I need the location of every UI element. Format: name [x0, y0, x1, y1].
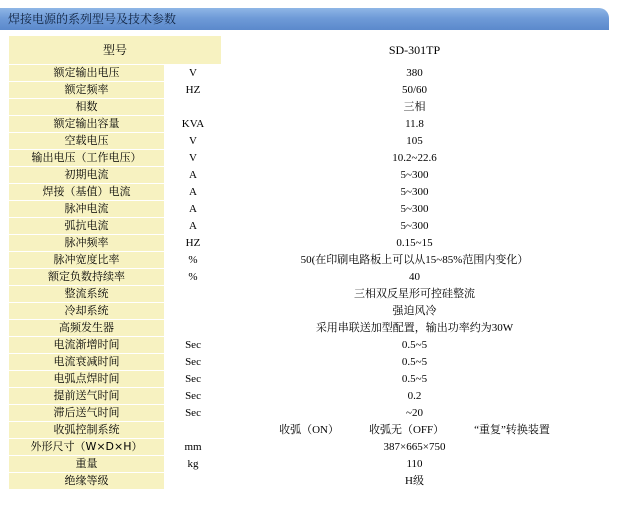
param-unit: kg: [165, 456, 222, 473]
table-row: [9, 269, 608, 286]
table-row: [9, 133, 608, 150]
table-row: [9, 337, 608, 354]
param-label: 冷却系统: [9, 303, 165, 320]
param-unit: HZ: [165, 235, 222, 252]
param-unit: A: [165, 218, 222, 235]
table-row: [9, 167, 608, 184]
table-row-arc-control: [9, 422, 608, 439]
param-value: 5~300: [222, 184, 608, 201]
param-value: 50(在印刷电路板上可以从15~85%范围内变化）: [222, 252, 608, 269]
param-value: 强迫风冷: [222, 303, 608, 320]
param-label: 绝缘等级: [9, 473, 165, 490]
param-value: 三相: [222, 99, 608, 116]
table-row: [9, 456, 608, 473]
param-unit: KVA: [165, 116, 222, 133]
param-value-options: [222, 422, 608, 439]
param-unit: V: [165, 150, 222, 167]
param-value: 三相双反星形可控硅整流: [222, 286, 608, 303]
param-value: 0.5~5: [222, 371, 608, 388]
table-row: [9, 235, 608, 252]
param-value: 0.5~5: [222, 354, 608, 371]
param-label: 提前送气时间: [9, 388, 165, 405]
table-header-row: [9, 36, 608, 65]
param-value: ~20: [222, 405, 608, 422]
table-row: [9, 201, 608, 218]
param-value: 0.2: [222, 388, 608, 405]
param-label: 额定输出电压: [9, 65, 165, 82]
table-row: [9, 286, 608, 303]
table-row: [9, 354, 608, 371]
param-label: 电弧点焊时间: [9, 371, 165, 388]
param-value: 0.5~5: [222, 337, 608, 354]
param-unit: [165, 99, 222, 116]
param-unit: HZ: [165, 82, 222, 99]
param-value: 0.15~15: [222, 235, 608, 252]
param-unit: Sec: [165, 388, 222, 405]
table-row: [9, 320, 608, 337]
param-unit: Sec: [165, 354, 222, 371]
param-label: 收弧控制系统: [9, 422, 165, 439]
table-row: [9, 252, 608, 269]
arc-control-option: 收弧无（OFF）: [368, 424, 445, 436]
param-unit: %: [165, 269, 222, 286]
param-value: 5~300: [222, 167, 608, 184]
param-label: 电流衰减时间: [9, 354, 165, 371]
model-label: 型号: [9, 36, 222, 65]
param-label: 脉冲电流: [9, 201, 165, 218]
param-label: 整流系统: [9, 286, 165, 303]
param-unit: [165, 303, 222, 320]
spec-table: [8, 35, 608, 490]
param-label: 电流渐增时间: [9, 337, 165, 354]
param-unit: V: [165, 65, 222, 82]
arc-control-option: 收弧（ON）: [279, 424, 339, 436]
param-value: 5~300: [222, 201, 608, 218]
section-title: 焊接电源的系列型号及技术参数: [8, 12, 177, 26]
param-unit: [165, 286, 222, 303]
param-label: 滞后送气时间: [9, 405, 165, 422]
table-row: [9, 405, 608, 422]
param-value: 5~300: [222, 218, 608, 235]
param-label: 脉冲宽度比率: [9, 252, 165, 269]
param-unit: Sec: [165, 405, 222, 422]
table-row: [9, 303, 608, 320]
arc-control-option: “重复”转换装置: [474, 424, 550, 436]
param-value: 11.8: [222, 116, 608, 133]
param-value: 50/60: [222, 82, 608, 99]
param-label: 外形尺寸（W×D×H）: [9, 439, 165, 456]
param-unit: mm: [165, 439, 222, 456]
param-value: 387×665×750: [222, 439, 608, 456]
param-value: 采用串联送加型配置，输出功率约为30W: [222, 320, 608, 337]
param-value: 110: [222, 456, 608, 473]
param-label: 弧抗电流: [9, 218, 165, 235]
param-label: 初期电流: [9, 167, 165, 184]
table-row: [9, 116, 608, 133]
param-label: 脉冲频率: [9, 235, 165, 252]
param-value: 10.2~22.6: [222, 150, 608, 167]
param-label: 重量: [9, 456, 165, 473]
param-label: 额定频率: [9, 82, 165, 99]
param-unit: A: [165, 184, 222, 201]
param-unit: [165, 422, 222, 439]
model-value: SD-301TP: [222, 36, 608, 65]
param-label: 输出电压（工作电压）: [9, 150, 165, 167]
table-row: [9, 218, 608, 235]
param-value: H级: [222, 473, 608, 490]
param-unit: [165, 320, 222, 337]
table-row: [9, 473, 608, 490]
table-row: [9, 150, 608, 167]
param-label: 额定输出容量: [9, 116, 165, 133]
table-row: [9, 184, 608, 201]
param-unit: %: [165, 252, 222, 269]
param-unit: [165, 473, 222, 490]
table-row: [9, 439, 608, 456]
param-label: 焊接（基值）电流: [9, 184, 165, 201]
param-unit: Sec: [165, 337, 222, 354]
param-value: 380: [222, 65, 608, 82]
param-label: 高频发生器: [9, 320, 165, 337]
table-row: [9, 65, 608, 82]
param-label: 相数: [9, 99, 165, 116]
param-unit: A: [165, 167, 222, 184]
table-row: [9, 99, 608, 116]
section-title-bar: [0, 8, 609, 30]
param-value: 40: [222, 269, 608, 286]
param-unit: V: [165, 133, 222, 150]
param-value: 105: [222, 133, 608, 150]
param-unit: A: [165, 201, 222, 218]
param-label: 额定负数持续率: [9, 269, 165, 286]
param-label: 空载电压: [9, 133, 165, 150]
table-row: [9, 371, 608, 388]
table-row: [9, 82, 608, 99]
param-unit: Sec: [165, 371, 222, 388]
table-row: [9, 388, 608, 405]
